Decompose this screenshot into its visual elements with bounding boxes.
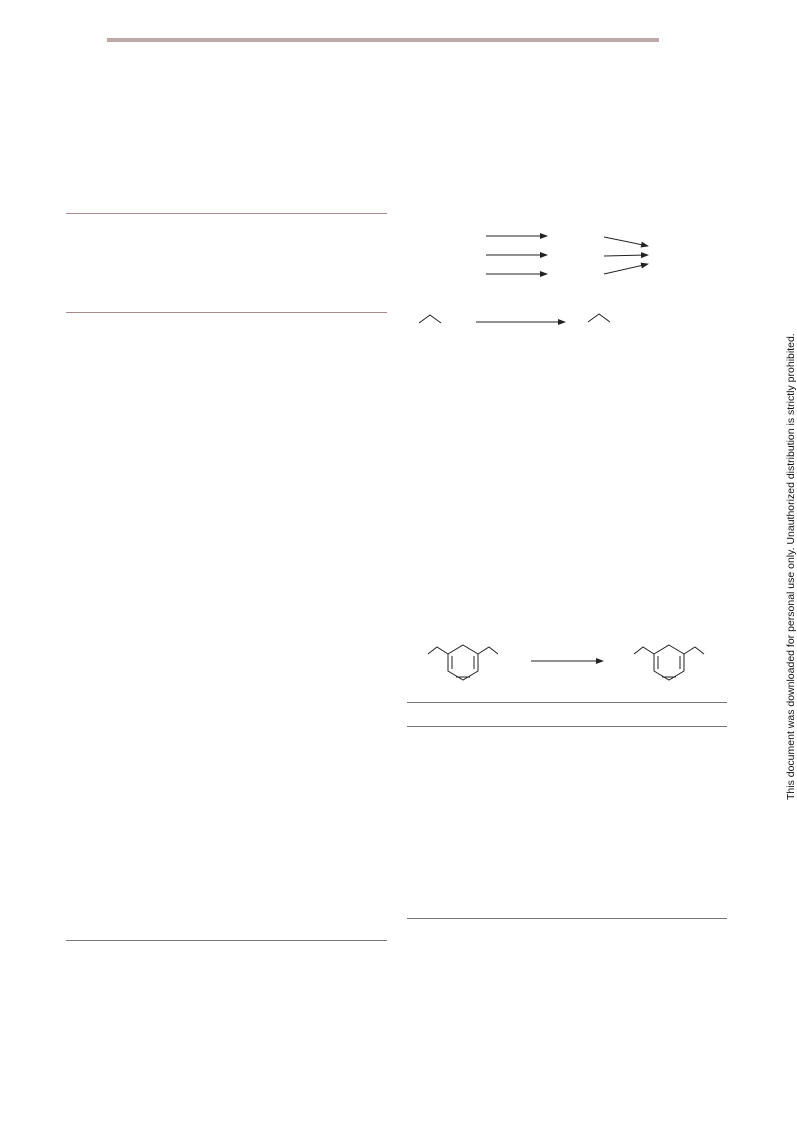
- reaction-arrow: [604, 255, 648, 256]
- reaction-arrow: [604, 237, 648, 246]
- table-bottom-rule: [407, 918, 727, 919]
- molecule-fragment: [419, 315, 441, 323]
- table-header-rule: [407, 726, 727, 727]
- reaction-arrow: [604, 264, 648, 274]
- benzene-structure: [634, 645, 704, 680]
- download-notice: This document was downloaded for personal use only. Unauthorized distribution is strictly prohibited.: [785, 333, 797, 800]
- molecule-fragment: [588, 314, 610, 322]
- table-top-rule: [407, 702, 727, 703]
- benzene-structure: [428, 645, 498, 680]
